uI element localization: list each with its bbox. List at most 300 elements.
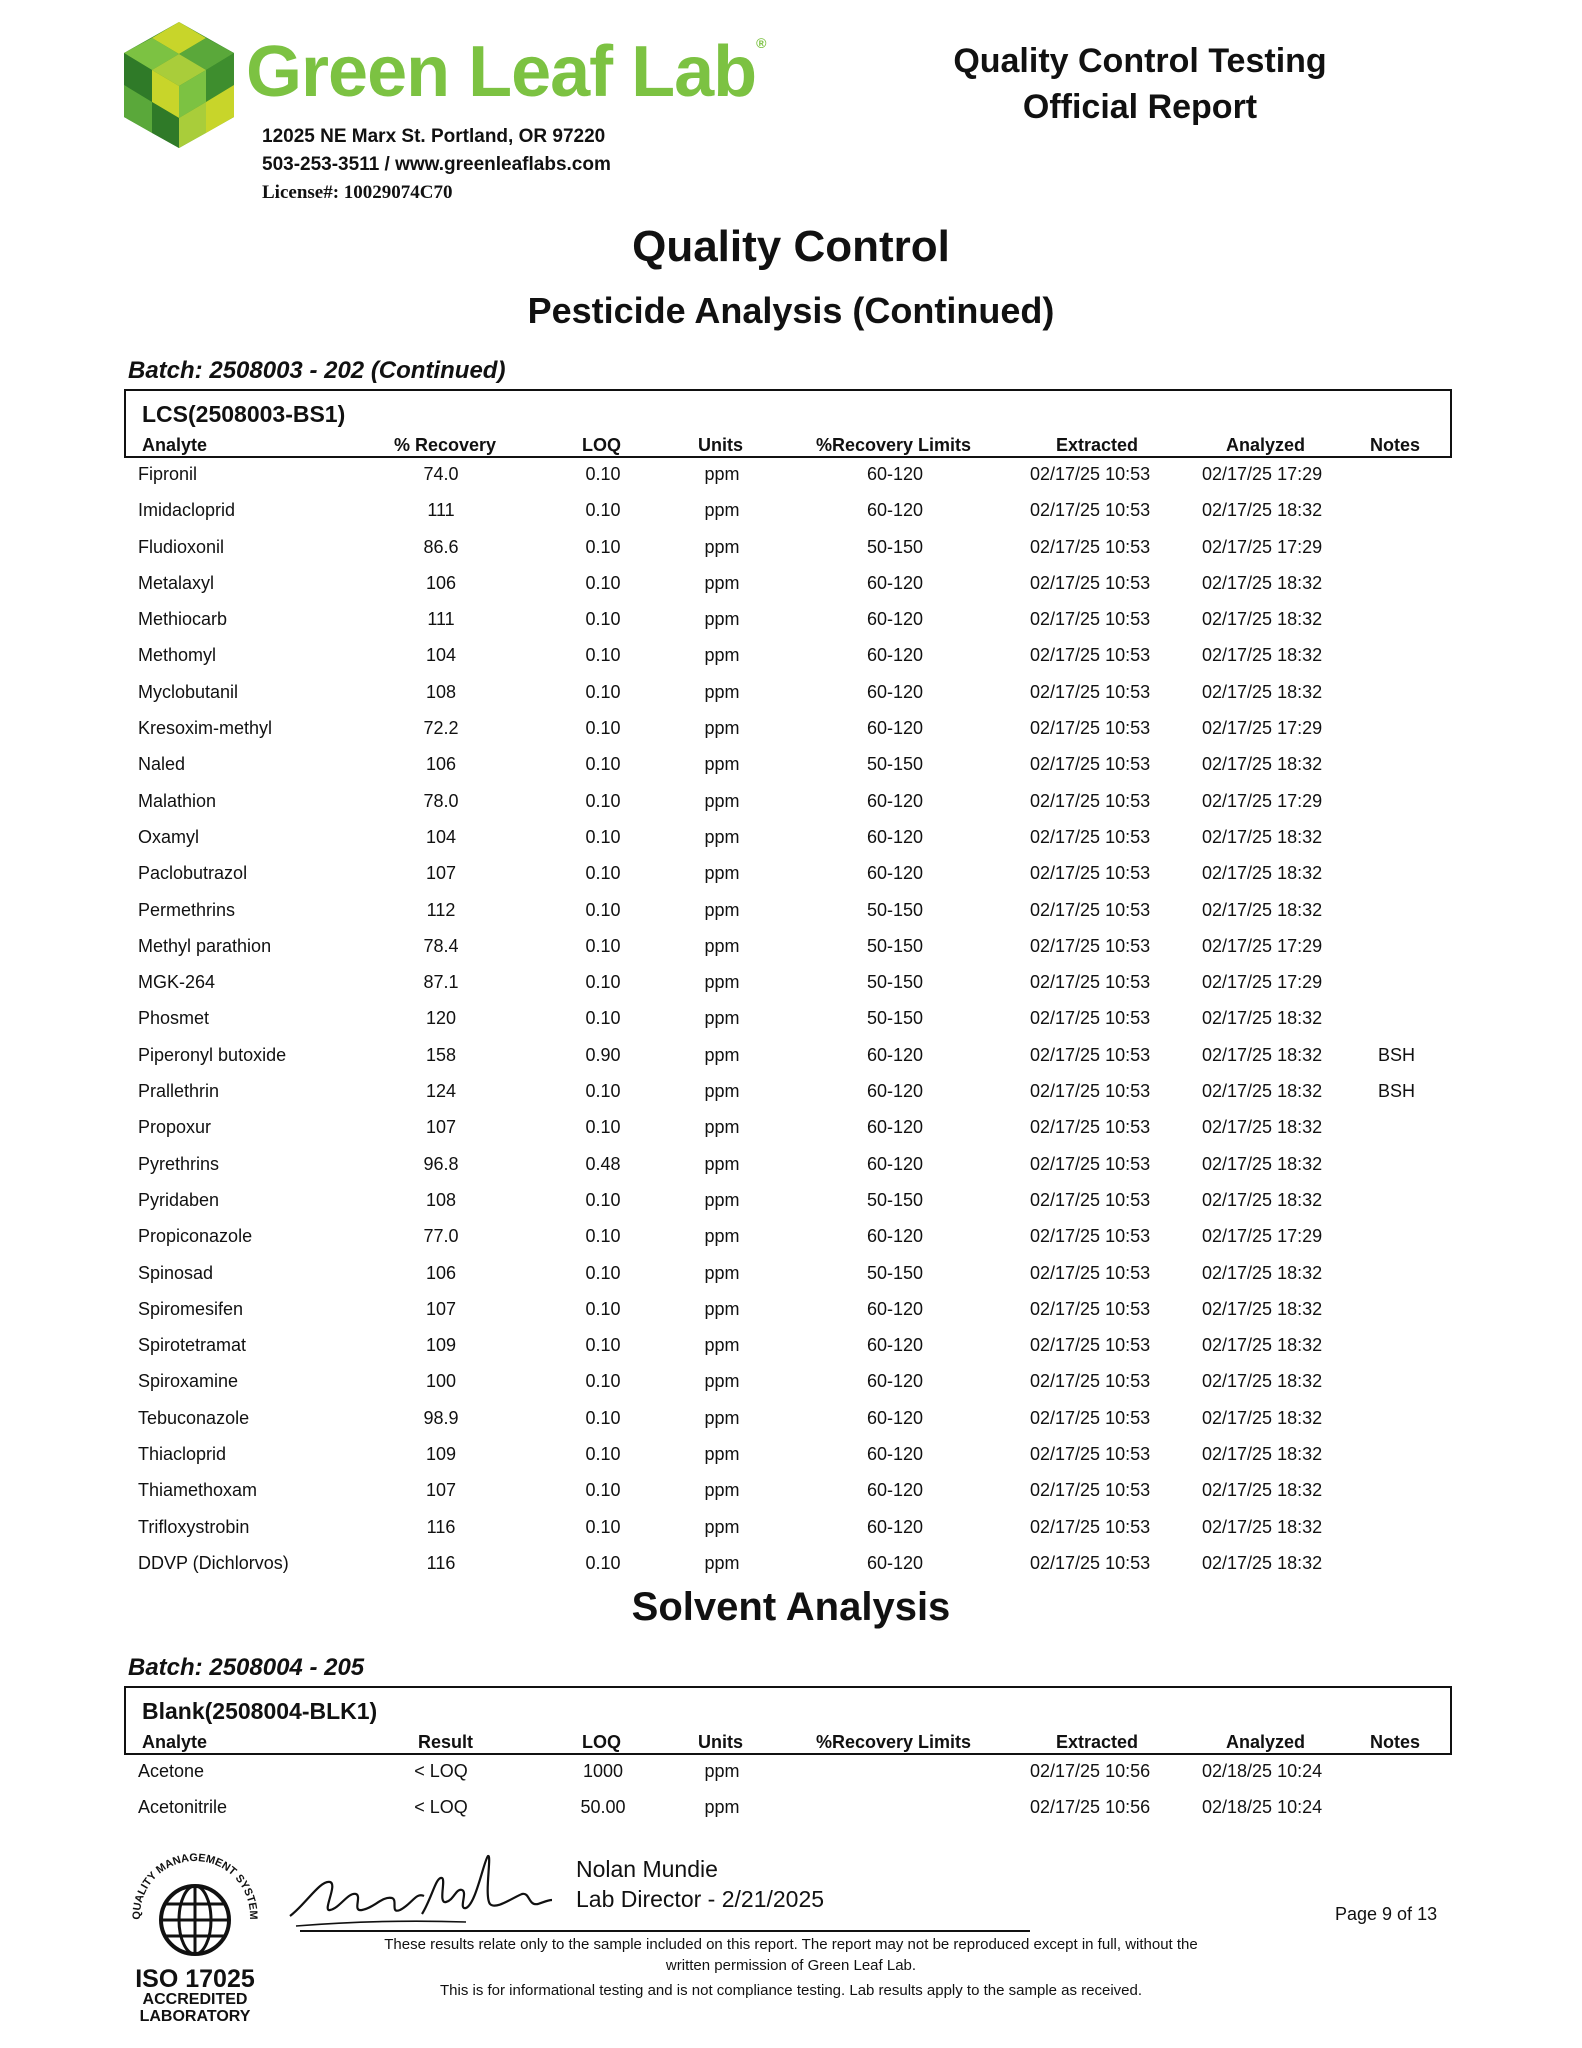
value-cell: 109 <box>425 1444 457 1465</box>
analyzed-cell: 02/17/25 18:32 <box>1202 1516 1323 1537</box>
signature <box>286 1852 556 1932</box>
extracted-cell: 02/17/25 10:56 <box>1030 1761 1151 1781</box>
units-cell: ppm <box>704 1044 740 1065</box>
analyzed-cell: 02/17/25 17:29 <box>1202 464 1323 484</box>
value-cell: 107 <box>425 1298 457 1319</box>
limits-cell: 50-150 <box>866 899 924 920</box>
table-title: Blank(2508004-BLK1) <box>142 1698 378 1724</box>
loq-cell: 50.00 <box>580 1797 626 1818</box>
loq-cell: 0.10 <box>585 1262 621 1283</box>
extracted-cell: 02/17/25 10:53 <box>1030 1407 1151 1428</box>
column-header-units: Units <box>698 435 743 455</box>
units-cell: ppm <box>704 536 740 557</box>
extracted-cell: 02/17/25 10:53 <box>1030 790 1151 811</box>
extracted-cell: 02/17/25 10:53 <box>1030 645 1151 666</box>
column-header-analyzed: Analyzed <box>1226 1732 1306 1752</box>
table-row <box>0 1111 1582 1147</box>
value-cell: 78.4 <box>423 935 459 956</box>
table-row <box>0 1184 1582 1220</box>
table-row <box>0 1039 1582 1075</box>
value-cell: 78.0 <box>423 790 459 811</box>
value-cell: 104 <box>425 826 457 847</box>
analyzed-cell: 02/17/25 18:32 <box>1202 1335 1323 1356</box>
analyzed-cell: 02/17/25 18:32 <box>1202 1008 1323 1029</box>
seal-accredited: ACCREDITED <box>142 1991 248 2008</box>
analyzed-cell: 02/17/25 18:32 <box>1202 899 1323 920</box>
limits-cell: 60-120 <box>866 1081 924 1102</box>
loq-cell: 0.10 <box>585 536 621 557</box>
analyzed-cell: 02/17/25 18:32 <box>1202 1262 1323 1283</box>
units-cell: ppm <box>704 1371 740 1392</box>
extracted-cell: 02/17/25 10:53 <box>1030 1516 1151 1537</box>
table-row <box>0 1220 1582 1256</box>
analyzed-cell: 02/17/25 17:29 <box>1202 1226 1323 1247</box>
units-cell: ppm <box>704 645 740 666</box>
limits-cell: 60-120 <box>866 1226 924 1247</box>
disclaimer-line: This is for informational testing and is not compliance testing. Lab results apply to the sample as received. <box>439 1982 1143 1999</box>
extracted-cell: 02/17/25 10:53 <box>1030 572 1151 593</box>
limits-cell: 60-120 <box>866 1516 924 1537</box>
value-cell: 111 <box>427 609 455 630</box>
analyzed-cell: 02/17/25 18:32 <box>1202 1480 1323 1501</box>
column-header-extracted: Extracted <box>1056 435 1139 455</box>
loq-cell: 0.10 <box>585 645 621 666</box>
value-cell: 109 <box>425 1335 457 1356</box>
table-row <box>0 1402 1582 1438</box>
analyzed-cell: 02/17/25 17:29 <box>1202 718 1323 739</box>
limits-cell: 60-120 <box>866 609 924 630</box>
units-cell: ppm <box>704 754 740 775</box>
units-cell: ppm <box>704 1153 740 1174</box>
value-cell: 107 <box>425 1117 457 1138</box>
analyzed-cell: 02/17/25 18:32 <box>1202 572 1323 593</box>
analyzed-cell: 02/17/25 18:32 <box>1202 826 1323 847</box>
limits-cell: 50-150 <box>866 972 924 993</box>
loq-cell: 0.10 <box>585 572 621 593</box>
analyzed-cell: 02/17/25 17:29 <box>1202 536 1323 557</box>
extracted-cell: 02/17/25 10:53 <box>1030 1189 1151 1210</box>
units-cell: ppm <box>704 500 740 521</box>
extracted-cell: 02/17/25 10:53 <box>1030 718 1151 739</box>
analyte-cell: Pyrethrins <box>138 1153 220 1174</box>
svg-text:QUALITY MANAGEMENT SYSTEM: QUALITY MANAGEMENT SYSTEM <box>130 1852 260 1920</box>
table-row <box>0 1511 1582 1547</box>
analyzed-cell: 02/17/25 18:32 <box>1202 1153 1323 1174</box>
extracted-cell: 02/17/25 10:53 <box>1030 1008 1151 1029</box>
limits-cell: 50-150 <box>866 536 924 557</box>
limits-cell: 60-120 <box>866 1371 924 1392</box>
analyte-cell: Paclobutrazol <box>138 863 248 884</box>
value-cell: 72.2 <box>423 718 459 739</box>
report-title: Quality Control Testing Official Report <box>953 42 1327 126</box>
limits-cell: 60-120 <box>866 645 924 666</box>
table-header-box <box>124 389 1452 458</box>
limits-cell: 60-120 <box>866 1044 924 1065</box>
batch-label: Batch: 2508003 - 202 (Continued) <box>128 357 506 384</box>
loq-cell: 0.10 <box>585 500 621 521</box>
value-cell: 112 <box>426 899 456 920</box>
extracted-cell: 02/17/25 10:53 <box>1030 1226 1151 1247</box>
units-cell: ppm <box>704 1008 740 1029</box>
column-header-loq: LOQ <box>582 1732 621 1752</box>
extracted-cell: 02/17/25 10:53 <box>1030 1153 1151 1174</box>
analyzed-cell: 02/17/25 18:32 <box>1202 754 1323 775</box>
page-number: Page 9 of 13 <box>1335 1904 1438 1924</box>
logo-cubes-icon <box>124 22 234 148</box>
extracted-cell: 02/17/25 10:56 <box>1030 1797 1151 1818</box>
value-cell: 116 <box>426 1552 456 1573</box>
table-row <box>0 821 1582 857</box>
loq-cell: 0.10 <box>585 1081 621 1102</box>
analyte-cell: Permethrins <box>138 899 236 920</box>
seal-iso: ISO 17025 <box>135 1965 255 1993</box>
license-number: License#: 10029074C70 <box>262 182 453 203</box>
limits-cell: 50-150 <box>866 754 924 775</box>
analyte-cell: Fludioxonil <box>138 536 225 557</box>
analyzed-cell: 02/17/25 18:32 <box>1202 645 1323 666</box>
limits-cell: 60-120 <box>866 572 924 593</box>
page-title: Quality Control <box>632 222 950 271</box>
analyte-cell: Kresoxim-methyl <box>138 718 273 739</box>
extracted-cell: 02/17/25 10:53 <box>1030 681 1151 702</box>
analyzed-cell: 02/17/25 18:32 <box>1202 1444 1323 1465</box>
analyte-cell: Propoxur <box>138 1117 212 1138</box>
analyte-cell: Acetone <box>138 1761 205 1781</box>
analyte-cell: MGK-264 <box>138 972 216 993</box>
analyzed-cell: 02/17/25 18:32 <box>1202 863 1323 884</box>
extracted-cell: 02/17/25 10:53 <box>1030 1335 1151 1356</box>
disclaimer-line: written permission of Green Leaf Lab. <box>665 1957 917 1974</box>
extracted-cell: 02/17/25 10:53 <box>1030 863 1151 884</box>
analyte-cell: Thiamethoxam <box>138 1480 258 1501</box>
units-cell: ppm <box>704 1298 740 1319</box>
limits-cell: 50-150 <box>866 1262 924 1283</box>
table-title: LCS(2508003-BS1) <box>142 401 346 427</box>
loq-cell: 0.10 <box>585 1407 621 1428</box>
extracted-cell: 02/17/25 10:53 <box>1030 826 1151 847</box>
analyzed-cell: 02/17/25 17:29 <box>1202 972 1323 993</box>
loq-cell: 0.10 <box>585 899 621 920</box>
limits-cell: 60-120 <box>866 1153 924 1174</box>
units-cell: ppm <box>704 1189 740 1210</box>
units-cell: ppm <box>704 1516 740 1537</box>
value-cell: 106 <box>425 572 457 593</box>
table-row <box>0 1791 1582 1827</box>
extracted-cell: 02/17/25 10:53 <box>1030 609 1151 630</box>
limits-cell: 60-120 <box>866 1552 924 1573</box>
column-header-notes: Notes <box>1370 1732 1421 1752</box>
brand-name: Green Leaf Lab® <box>246 32 766 112</box>
loq-cell: 0.10 <box>585 681 621 702</box>
loq-cell: 0.10 <box>585 1444 621 1465</box>
analyzed-cell: 02/17/25 18:32 <box>1202 500 1323 521</box>
table-row <box>0 894 1582 930</box>
table-row <box>0 531 1582 567</box>
table-row <box>0 712 1582 748</box>
units-cell: ppm <box>704 1407 740 1428</box>
limits-cell: 60-120 <box>866 1335 924 1356</box>
units-cell: ppm <box>704 1444 740 1465</box>
table-row <box>0 1293 1582 1329</box>
analyte-cell: Thiacloprid <box>138 1444 227 1465</box>
analyzed-cell: 02/17/25 18:32 <box>1202 1189 1323 1210</box>
units-cell: ppm <box>704 1761 740 1781</box>
analyzed-cell: 02/17/25 17:29 <box>1202 935 1323 956</box>
limits-cell: 60-120 <box>866 718 924 739</box>
table-row <box>0 1329 1582 1365</box>
analyzed-cell: 02/17/25 18:32 <box>1202 609 1323 630</box>
units-cell: ppm <box>704 1226 740 1247</box>
column-header-result: Result <box>418 1732 474 1752</box>
loq-cell: 0.10 <box>585 1371 621 1392</box>
loq-cell: 0.10 <box>585 863 621 884</box>
value-cell: 107 <box>425 1480 457 1501</box>
units-cell: ppm <box>704 899 740 920</box>
units-cell: ppm <box>704 972 740 993</box>
units-cell: ppm <box>704 863 740 884</box>
units-cell: ppm <box>704 609 740 630</box>
analyzed-cell: 02/17/25 18:32 <box>1202 1081 1323 1102</box>
analyte-cell: Tebuconazole <box>138 1407 250 1428</box>
extracted-cell: 02/17/25 10:53 <box>1030 1298 1151 1319</box>
value-cell: 100 <box>425 1371 457 1392</box>
loq-cell: 0.10 <box>585 1189 621 1210</box>
column-header-analyzed: Analyzed <box>1226 435 1306 455</box>
table-row <box>0 567 1582 603</box>
loq-cell: 0.10 <box>585 1335 621 1356</box>
limits-cell: 60-120 <box>866 863 924 884</box>
extracted-cell: 02/17/25 10:53 <box>1030 1444 1151 1465</box>
address-line: 12025 NE Marx St. Portland, OR 97220 <box>262 126 606 147</box>
extracted-cell: 02/17/25 10:53 <box>1030 972 1151 993</box>
analyte-cell: Imidacloprid <box>138 500 236 521</box>
loq-cell: 1000 <box>582 1761 624 1781</box>
limits-cell: 60-120 <box>866 500 924 521</box>
table-row <box>0 785 1582 821</box>
loq-cell: 0.10 <box>585 1552 621 1573</box>
extracted-cell: 02/17/25 10:53 <box>1030 1044 1151 1065</box>
analyte-cell: Prallethrin <box>138 1081 220 1102</box>
analyte-cell: Oxamyl <box>138 826 200 847</box>
limits-cell: 60-120 <box>866 1480 924 1501</box>
units-cell: ppm <box>704 826 740 847</box>
column-header-recovery-limits: %Recovery Limits <box>816 435 972 455</box>
value-cell: 158 <box>425 1044 457 1065</box>
column-header-units: Units <box>698 1732 743 1752</box>
units-cell: ppm <box>704 718 740 739</box>
limits-cell: 60-120 <box>866 1407 924 1428</box>
limits-cell: 60-120 <box>866 681 924 702</box>
extracted-cell: 02/17/25 10:53 <box>1030 1117 1151 1138</box>
value-cell: 77.0 <box>423 1226 459 1247</box>
units-cell: ppm <box>704 935 740 956</box>
units-cell: ppm <box>704 464 740 484</box>
analyzed-cell: 02/17/25 18:32 <box>1202 1117 1323 1138</box>
extracted-cell: 02/17/25 10:53 <box>1030 1371 1151 1392</box>
value-cell: 120 <box>425 1008 457 1029</box>
analyte-cell: Methomyl <box>138 645 217 666</box>
loq-cell: 0.10 <box>585 754 621 775</box>
signature-line <box>300 1930 1030 1932</box>
value-cell: < LOQ <box>414 1797 468 1818</box>
analyte-cell: Spiromesifen <box>138 1298 244 1319</box>
analyzed-cell: 02/17/25 18:32 <box>1202 1044 1323 1065</box>
analyzed-cell: 02/17/25 18:32 <box>1202 681 1323 702</box>
column-header-analyte: Analyte <box>142 435 208 455</box>
units-cell: ppm <box>704 1335 740 1356</box>
loq-cell: 0.10 <box>585 1226 621 1247</box>
table-row <box>0 1148 1582 1184</box>
extracted-cell: 02/17/25 10:53 <box>1030 935 1151 956</box>
value-cell: 116 <box>426 1516 456 1537</box>
limits-cell: 60-120 <box>866 1444 924 1465</box>
table-row <box>0 458 1582 494</box>
analyte-cell: Metalaxyl <box>138 572 215 593</box>
notes-cell: BSH <box>1378 1081 1416 1102</box>
analyte-cell: Myclobutanil <box>138 681 239 702</box>
extracted-cell: 02/17/25 10:53 <box>1030 899 1151 920</box>
table-row <box>0 676 1582 712</box>
analyte-cell: Propiconazole <box>138 1226 253 1247</box>
column-header-extracted: Extracted <box>1056 1732 1139 1752</box>
value-cell: 96.8 <box>423 1153 459 1174</box>
analyte-cell: DDVP (Dichlorvos) <box>138 1552 289 1573</box>
solvent-rows <box>0 1755 1582 1828</box>
analyzed-cell: 02/17/25 18:32 <box>1202 1407 1323 1428</box>
analyte-cell: Pyridaben <box>138 1189 220 1210</box>
analyte-cell: Malathion <box>138 790 217 811</box>
value-cell: 86.6 <box>423 536 459 557</box>
loq-cell: 0.10 <box>585 1008 621 1029</box>
units-cell: ppm <box>704 790 740 811</box>
analyzed-cell: 02/17/25 18:32 <box>1202 1552 1323 1573</box>
analyte-cell: Trifloxystrobin <box>138 1516 250 1537</box>
value-cell: 87.1 <box>423 972 459 993</box>
analyzed-cell: 02/17/25 18:32 <box>1202 1371 1323 1392</box>
batch-label: Batch: 2508004 - 205 <box>128 1654 365 1681</box>
loq-cell: 0.10 <box>585 464 621 484</box>
pesticide-rows <box>0 458 1582 1583</box>
section-title-pesticide: Pesticide Analysis (Continued) <box>527 290 1055 331</box>
limits-cell: 50-150 <box>866 1008 924 1029</box>
analyte-cell: Acetonitrile <box>138 1797 228 1818</box>
column-header-recovery-limits: %Recovery Limits <box>816 1732 972 1752</box>
table-row <box>0 639 1582 675</box>
loq-cell: 0.48 <box>585 1153 621 1174</box>
table-row <box>0 966 1582 1002</box>
loq-cell: 0.10 <box>585 718 621 739</box>
table-row <box>0 1257 1582 1293</box>
notes-cell: BSH <box>1378 1044 1416 1065</box>
analyte-cell: Phosmet <box>138 1008 210 1029</box>
analyzed-cell: 02/18/25 10:24 <box>1202 1797 1323 1818</box>
analyzed-cell: 02/17/25 17:29 <box>1202 790 1323 811</box>
disclaimer-line: These results relate only to the sample included on this report. The report may not be reproduced except in full, without the <box>384 1936 1198 1953</box>
loq-cell: 0.10 <box>585 826 621 847</box>
extracted-cell: 02/17/25 10:53 <box>1030 500 1151 521</box>
limits-cell: 50-150 <box>866 935 924 956</box>
extracted-cell: 02/17/25 10:53 <box>1030 536 1151 557</box>
extracted-cell: 02/17/25 10:53 <box>1030 1480 1151 1501</box>
limits-cell: 60-120 <box>866 826 924 847</box>
analyte-cell: Spinosad <box>138 1262 214 1283</box>
limits-cell: 60-120 <box>866 790 924 811</box>
units-cell: ppm <box>704 1117 740 1138</box>
value-cell: 108 <box>425 1189 457 1210</box>
analyzed-cell: 02/18/25 10:24 <box>1202 1761 1323 1781</box>
column-header-loq: LOQ <box>582 435 621 455</box>
limits-cell: 60-120 <box>866 464 924 484</box>
table-row <box>0 1365 1582 1401</box>
table-row <box>0 494 1582 530</box>
loq-cell: 0.90 <box>585 1044 621 1065</box>
value-cell: 74.0 <box>423 464 459 484</box>
extracted-cell: 02/17/25 10:53 <box>1030 754 1151 775</box>
units-cell: ppm <box>704 1081 740 1102</box>
column-header-recovery: % Recovery <box>394 435 497 455</box>
loq-cell: 0.10 <box>585 790 621 811</box>
column-header-notes: Notes <box>1370 435 1421 455</box>
units-cell: ppm <box>704 1480 740 1501</box>
extracted-cell: 02/17/25 10:53 <box>1030 1081 1151 1102</box>
column-header-analyte: Analyte <box>142 1732 208 1752</box>
seal-laboratory: LABORATORY <box>139 2008 251 2025</box>
analyte-cell: Methiocarb <box>138 609 228 630</box>
value-cell: 108 <box>425 681 457 702</box>
loq-cell: 0.10 <box>585 1117 621 1138</box>
analyzed-cell: 02/17/25 18:32 <box>1202 1298 1323 1319</box>
extracted-cell: 02/17/25 10:53 <box>1030 1552 1151 1573</box>
loq-cell: 0.10 <box>585 609 621 630</box>
units-cell: ppm <box>704 1552 740 1573</box>
table-row <box>0 1547 1582 1583</box>
table-header-box <box>124 1686 1452 1755</box>
table-row <box>0 603 1582 639</box>
analyte-cell: Fipronil <box>138 464 198 484</box>
units-cell: ppm <box>704 1797 740 1818</box>
value-cell: < LOQ <box>414 1761 468 1781</box>
units-cell: ppm <box>704 572 740 593</box>
units-cell: ppm <box>704 1262 740 1283</box>
units-cell: ppm <box>704 681 740 702</box>
extracted-cell: 02/17/25 10:53 <box>1030 1262 1151 1283</box>
limits-cell: 50-150 <box>866 1189 924 1210</box>
table-row <box>0 1755 1582 1791</box>
table-row <box>0 857 1582 893</box>
analyte-cell: Naled <box>138 754 186 775</box>
table-row <box>0 930 1582 966</box>
extracted-cell: 02/17/25 10:53 <box>1030 464 1151 484</box>
value-cell: 98.9 <box>423 1407 459 1428</box>
table-row <box>0 1075 1582 1111</box>
limits-cell: 60-120 <box>866 1298 924 1319</box>
table-row <box>0 1002 1582 1038</box>
director-name: Nolan Mundie <box>576 1856 718 1882</box>
limits-cell: 60-120 <box>866 1117 924 1138</box>
director-title: Lab Director - 2/21/2025 <box>576 1886 825 1912</box>
loq-cell: 0.10 <box>585 1516 621 1537</box>
value-cell: 106 <box>425 754 457 775</box>
table-row <box>0 748 1582 784</box>
value-cell: 124 <box>425 1081 457 1102</box>
loq-cell: 0.10 <box>585 1298 621 1319</box>
analyte-cell: Piperonyl butoxide <box>138 1044 287 1065</box>
analyte-cell: Spirotetramat <box>138 1335 247 1356</box>
loq-cell: 0.10 <box>585 972 621 993</box>
table-row <box>0 1438 1582 1474</box>
value-cell: 106 <box>425 1262 457 1283</box>
table-row <box>0 1474 1582 1510</box>
